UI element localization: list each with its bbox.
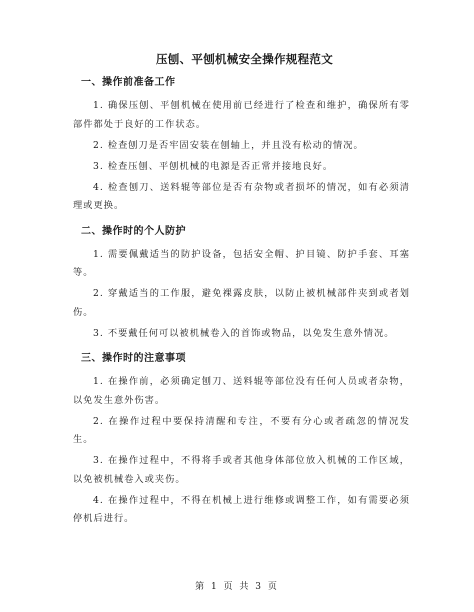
section-heading: 二、操作时的个人防护 — [81, 225, 186, 237]
section-heading: 三、操作时的注意事项 — [81, 353, 186, 364]
list-item: 2. 检查刨刀是否牢固安装在刨轴上，并且没有松动的情况。 — [93, 139, 364, 151]
list-item: 1. 确保压刨、平刨机械在使用前已经进行了检查和维护，确保所有零部件都处于良好的工作状态。 — [73, 100, 410, 130]
list-item: 2. 在操作过程中要保持清醒和专注，不要有分心或者疏忽的情况发生。 — [73, 415, 410, 445]
list-item: 3. 不要戴任何可以被机械卷入的首饰或物品，以免发生意外情况。 — [93, 327, 395, 339]
list-item: 1. 在操作前，必须确定刨刀、送料辊等部位没有任何人员或者杂物，以免发生意外伤害。 — [73, 376, 410, 406]
list-item: 2. 穿戴适当的工作服，避免裸露皮肤，以防止被机械部件夹到或者划伤。 — [73, 288, 410, 318]
section-heading: 一、操作前准备工作 — [81, 77, 176, 88]
section-operation-notes — [73, 352, 410, 529]
section-pre-operation — [73, 76, 410, 216]
page-number: 第 1 页 共 3 页 — [195, 582, 279, 592]
list-item: 4. 检查刨刀、送料辊等部位是否有杂物或者损坏的情况，如有必须清理或更换。 — [73, 181, 410, 211]
document-title: 压刨、平刨机械安全操作规程范文 — [156, 52, 333, 66]
list-item: 1. 需要佩戴适当的防护设备，包括安全帽、护目镜、防护手套、耳塞等。 — [73, 248, 410, 278]
list-item: 3. 检查压刨、平刨机械的电源是否正常并接地良好。 — [93, 160, 334, 172]
list-item: 4. 在操作过程中，不得在机械上进行维修或调整工作，如有需要必须停机后进行。 — [73, 494, 410, 524]
section-personal-protection — [73, 225, 410, 344]
list-item: 3. 在操作过程中，不得将手或者其他身体部位放入机械的工作区域，以免被机械卷入或夹伤。 — [73, 455, 410, 485]
